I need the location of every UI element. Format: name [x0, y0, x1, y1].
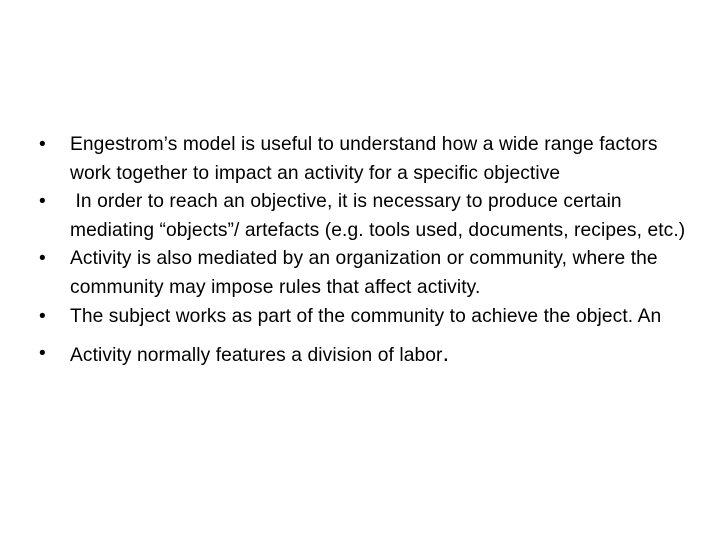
bullet-icon: • — [39, 305, 46, 327]
bullet-text-1: Engestrom’s model is useful to understand how a wide range factors work together to impact an activity for a specific objective — [70, 134, 658, 184]
bullet-text-3: Activity is also mediated by an organization or community, where the community may impose rules that affect activity. — [70, 248, 658, 298]
bullet-icon: • — [39, 248, 46, 270]
bullet-text-5-period: . — [442, 340, 450, 368]
bullet-text-5-wrapper — [70, 340, 686, 371]
bullet-icon: • — [39, 134, 46, 155]
bullet-item-3 — [36, 245, 686, 302]
bullet-item-5 — [36, 340, 686, 371]
bullet-icon: • — [39, 343, 46, 365]
bullet-item-2 — [36, 188, 686, 245]
bullet-item-1 — [36, 131, 686, 188]
bullet-item-4 — [36, 303, 686, 332]
bullet-icon: • — [39, 191, 46, 213]
bullet-text-2: In order to reach an objective, it is necessary to produce certain mediating “objects”/ artefacts (e.g. tools used, documents, recipes, etc.) — [70, 191, 686, 241]
bullet-list — [36, 131, 686, 371]
bullet-text-4: The subject works as part of the community to achieve the object. An — [70, 305, 662, 327]
bullet-text-5: Activity normally features a division of labor — [70, 345, 443, 367]
